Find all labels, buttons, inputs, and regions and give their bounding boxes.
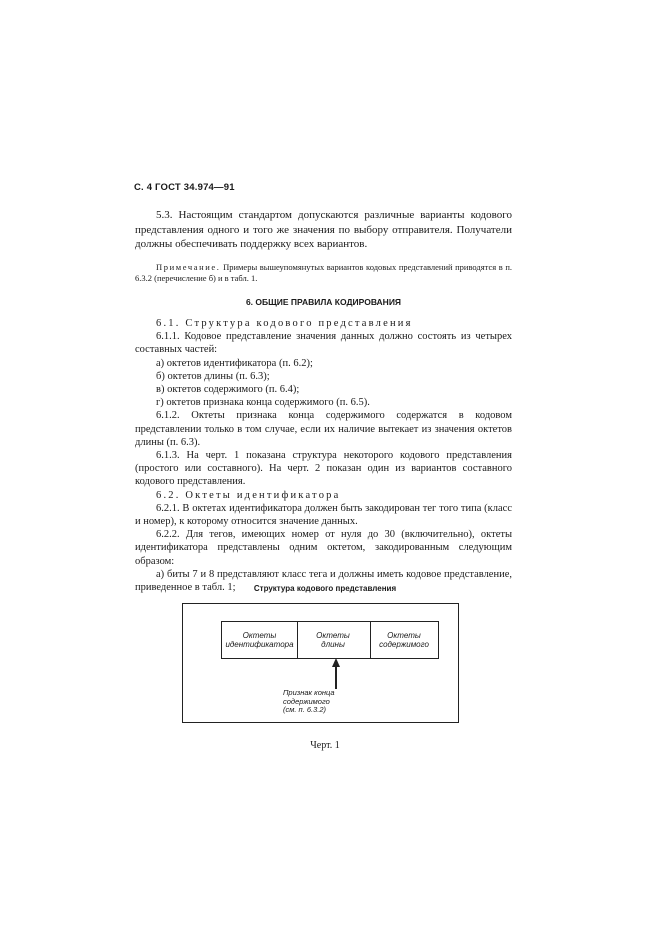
contents-octets-cell: Октеты содержимого: [370, 621, 439, 659]
paragraph-6-2-1: 6.2.1. В октетах идентификатора должен быть закодирован тег того типа (класс и номер), к которому относится значение данных.: [135, 502, 512, 528]
list-item: а) октетов идентификатора (п. 6.2);: [156, 357, 313, 369]
identifier-octets-cell: Октеты идентификатора: [221, 621, 298, 659]
paragraph-6-1-3: 6.1.3. На черт. 1 показана структура некоторого кодового представления (простого или составного). На черт. 2 показан один из вариантов составного кодового представления.: [135, 450, 512, 488]
end-of-contents-note: Признак конца содержимого (см. п. 6.3.2): [283, 688, 335, 714]
subsection-6-2-title: 6.2. Октеты идентификатора: [156, 489, 341, 501]
paragraph-6-2-2-a: а) биты 7 и 8 представляют класс тега и должны иметь кодовое представление, приведенное в табл. 1;: [135, 568, 512, 594]
list-item: г) октетов признака конца содержимого (п. 6.5).: [156, 397, 370, 409]
paragraph-6-2-2: 6.2.2. Для тегов, имеющих номер от нуля до 30 (включительно), октеты идентификатора представлены одним октетом, закодированным следующим образом:: [135, 529, 512, 567]
arrow-line: [335, 666, 337, 689]
length-octets-cell: Октеты длины: [296, 621, 371, 659]
paragraph-5-3: 5.3. Настоящим стандартом допускаются различные варианты кодового представления одного и того же значения по выбору отправителя. Получатели должны обеспечивать поддержку всех вариантов.: [135, 209, 512, 250]
subsection-6-1-title: 6.1. Структура кодового представления: [156, 318, 413, 329]
section-6-body: [135, 317, 512, 594]
note: [135, 262, 512, 284]
list-item: в) октетов содержимого (п. 6.4);: [156, 384, 300, 396]
structure-figure: [182, 603, 459, 723]
paragraph-6-1-2: 6.1.2. Октеты признака конца содержимого содержатся в кодовом представлении только в том случае, если их наличие вытекает из значения октетов длины (п. 6.3).: [135, 410, 512, 448]
note-label: Примечание.: [156, 262, 221, 272]
note-text: Примеры вышеупомянутых вариантов кодовых представлений приводятся в п. 6.3.2 (перечисление б) и в табл. 1.: [135, 262, 512, 283]
page-header: С. 4 ГОСТ 34.974—91: [134, 182, 235, 193]
paragraph-6-1-1: 6.1.1. Кодовое представление значения данных должно состоять из четырех составных частей:: [135, 331, 512, 356]
section-title: 6. ОБЩИЕ ПРАВИЛА КОДИРОВАНИЯ: [245, 297, 402, 307]
figure-label: Черт. 1: [310, 740, 340, 751]
parts-list: [135, 357, 512, 410]
figure-caption: Структура кодового представления: [253, 584, 397, 593]
list-item: б) октетов длины (п. 6.3);: [156, 370, 270, 382]
